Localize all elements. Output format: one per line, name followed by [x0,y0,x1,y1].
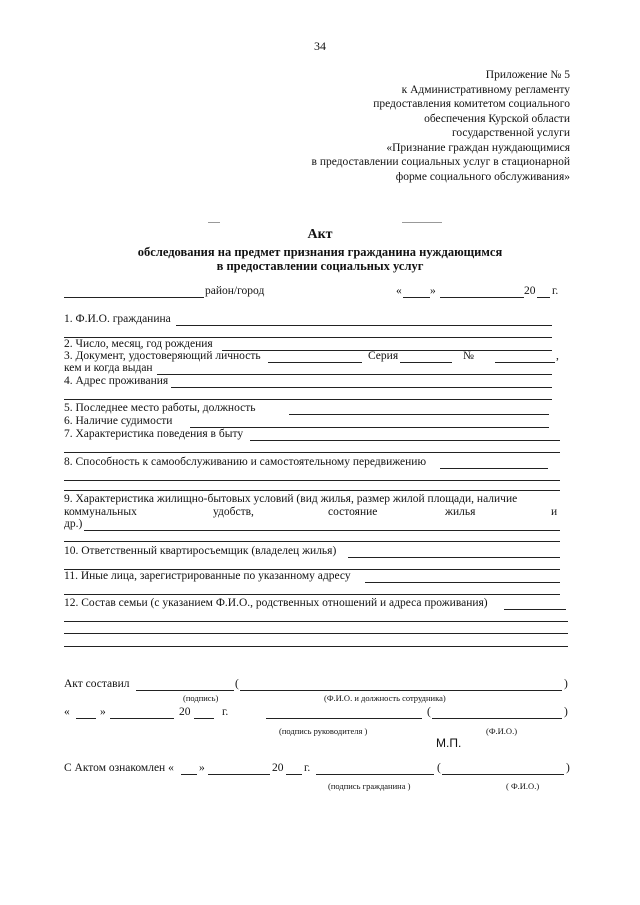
field-9-word: состояние [328,506,378,518]
field-8-input[interactable] [440,468,548,469]
field-5-input[interactable] [289,414,549,415]
field-9-input[interactable] [84,530,560,531]
year-prefix: 20 [524,285,536,297]
caption-fio-position: (Ф.И.О. и должность сотрудника) [324,693,446,703]
close-paren: ) [564,706,568,718]
caption-fio-2: ( Ф.И.О.) [506,781,540,791]
field-3b-input[interactable] [157,374,552,375]
field-12-label: 12. Состав семьи (с указанием Ф.И.О., родственных отношений и адреса проживания) [64,597,488,609]
field-4-input-extra[interactable] [64,399,552,400]
appendix-line: «Признание граждан нуждающимися [386,141,570,154]
appendix-line: к Административному регламенту [401,83,570,96]
close-paren: ) [566,762,570,774]
field-12-input-extra[interactable] [64,621,568,622]
appendix-line: обеспечения Курской области [424,112,570,125]
field-9-word: и [551,506,558,518]
district-field[interactable] [64,297,204,298]
date-close-quote: » [430,285,436,297]
doc-subtitle-2: в предоставлении социальных услуг [216,259,424,273]
field-5-label: 5. Последнее место работы, должность [64,402,256,414]
date2-year-prefix: 20 [179,706,191,718]
citizen-signature-input[interactable] [316,774,434,775]
field-8-input-extra[interactable] [64,480,560,481]
close-paren: ) [564,678,568,690]
scan-mark [208,222,220,223]
field-3-doc-input[interactable] [268,362,362,363]
date-day-field[interactable] [403,297,430,298]
field-3b-label: кем и когда выдан [64,362,153,374]
field-8-label: 8. Способность к самообслуживанию и самостоятельному передвижению [64,456,427,468]
caption-signature: (подпись) [183,693,219,703]
field-9-word: коммунальных [64,506,137,518]
field-3-number-label: № [463,350,474,362]
open-paren: ( [437,762,441,774]
field-12-input-extra[interactable] [64,646,568,647]
acquainted-label: С Актом ознакомлен « [64,762,174,774]
appendix-block [230,68,570,184]
field-1-input[interactable] [176,325,552,326]
field-10-input[interactable] [348,557,560,558]
field-11-label: 11. Иные лица, зарегистрированные по указанному адресу [64,570,351,582]
date2-close-quote: » [100,706,106,718]
field-9-word: жилья [445,506,476,518]
date-month-field[interactable] [440,297,524,298]
head-fio-input[interactable] [432,718,562,719]
acq-close-quote: » [199,762,205,774]
field-11-input-extra[interactable] [64,594,560,595]
date-year-field[interactable] [537,297,550,298]
field-7-input-extra[interactable] [64,452,560,453]
page-number: 34 [314,39,326,53]
head-signature-input[interactable] [266,718,422,719]
field-7-label: 7. Характеристика поведения в быту [64,428,244,440]
field-9-word: удобств, [213,506,254,518]
acq-month-field[interactable] [208,774,270,775]
year-suffix: г. [552,285,559,297]
appendix-line: форме социального обслуживания» [395,170,570,183]
field-3-series-label: Серия [368,350,399,362]
acq-year-prefix: 20 [272,762,284,774]
acq-day-field[interactable] [181,774,197,775]
field-4-input[interactable] [171,387,552,388]
date2-open-quote: « [64,706,70,718]
stamp-place: М.П. [436,736,462,750]
acq-year-field[interactable] [286,774,302,775]
field-9-input-extra[interactable] [64,541,560,542]
open-paren: ( [235,678,239,690]
date2-day-field[interactable] [76,718,96,719]
appendix-line: в предоставлении социальных услуг в стационарной [311,156,570,168]
appendix-line: Приложение № 5 [485,69,570,81]
field-9-line-1: 9. Характеристика жилищно-бытовых условий (вид жилья, размер жилой площади, наличие [64,493,518,505]
field-3-series-input[interactable] [400,362,452,363]
caption-head-signature: (подпись руководителя ) [279,726,368,736]
field-1-label: 1. Ф.И.О. гражданина [64,313,171,325]
field-3-comma: , [556,350,559,362]
caption-citizen-signature: (подпись гражданина ) [328,781,411,791]
compiler-signature-input[interactable] [136,690,234,691]
field-6-label: 6. Наличие судимости [64,415,173,427]
date-open-quote: « [396,285,402,297]
field-10-label: 10. Ответственный квартиросъемщик (владелец жилья) [64,545,337,557]
field-12-input[interactable] [504,609,566,610]
field-2-label: 2. Число, месяц, год рождения [64,338,213,350]
scan-mark [402,222,442,223]
compiler-fio-input[interactable] [240,690,562,691]
date2-year-suffix: г. [222,706,229,718]
appendix-line: предоставления комитетом социального [373,98,570,110]
doc-title: Акт [307,227,333,242]
field-7-input[interactable] [250,440,560,441]
compiled-by-label: Акт составил [64,678,130,690]
citizen-fio-input[interactable] [442,774,564,775]
field-3-number-input[interactable] [495,362,555,363]
doc-subtitle-1: обследования на предмет признания гражданина нуждающимся [137,245,503,259]
open-paren: ( [427,706,431,718]
district-label: район/город [205,285,265,297]
field-4-label: 4. Адрес проживания [64,375,169,387]
appendix-line: государственной услуги [451,127,570,139]
date2-month-field[interactable] [110,718,174,719]
field-3-label: 3. Документ, удостоверяющий личность [64,350,261,362]
acq-year-suffix: г. [304,762,311,774]
field-6-input[interactable] [190,427,549,428]
caption-fio: (Ф.И.О.) [486,726,518,736]
date2-year-field[interactable] [194,718,214,719]
field-8-input-extra[interactable] [64,490,560,491]
field-11-input[interactable] [365,582,560,583]
field-9-line-3: др.) [64,518,83,530]
field-12-input-extra[interactable] [64,633,568,634]
